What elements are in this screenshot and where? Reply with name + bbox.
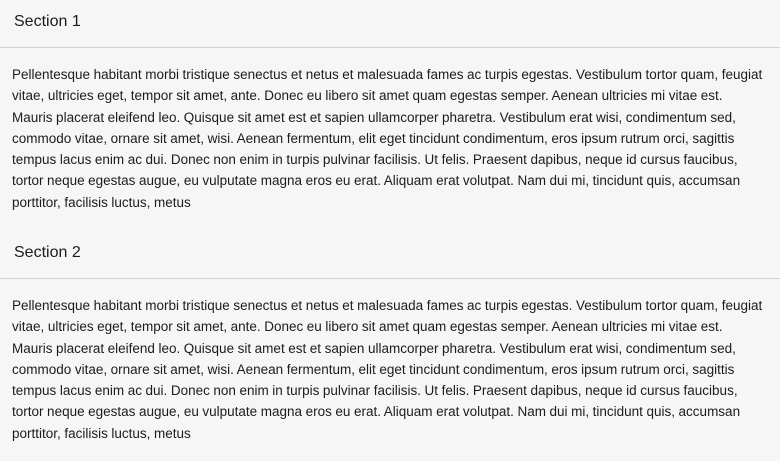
- section-2-content: [0, 279, 780, 461]
- section-2-header[interactable]: [0, 231, 780, 279]
- section-2-title: Section 2: [14, 244, 81, 261]
- accordion-section-2: [0, 231, 780, 461]
- section-1-title: Section 1: [14, 13, 81, 30]
- section-1-header[interactable]: [0, 0, 780, 48]
- section-2-text: Pellentesque habitant morbi tristique senectus et netus et malesuada fames ac turpis egestas. Vestibulum tortor quam, feugiat vitae, ultricies eget, tempor sit amet, ante. Donec eu libero sit amet quam egestas semper. Aenean ultricies mi vitae est. Mauris placerat eleifend leo. Quisque sit amet est et sapien ullamcorper pharetra. Vestibulum erat wisi, condimentum sed, commodo vitae, ornare sit amet, wisi. Aenean fermentum, elit eget tincidunt condimentum, eros ipsum rutrum orci, sagittis tempus lacus enim ac dui. Donec non enim in turpis pulvinar facilisis. Ut felis. Praesent dapibus, neque id cursus faucibus, tortor neque egestas augue, eu vulputate magna eros eu erat. Aliquam erat volutpat. Nam dui mi, tincidunt quis, accumsan porttitor, facilisis luctus, metus: [12, 298, 763, 441]
- section-1-content: [0, 48, 780, 231]
- section-1-text: Pellentesque habitant morbi tristique senectus et netus et malesuada fames ac turpis egestas. Vestibulum tortor quam, feugiat vitae, ultricies eget, tempor sit amet, ante. Donec eu libero sit amet quam egestas semper. Aenean ultricies mi vitae est. Mauris placerat eleifend leo. Quisque sit amet est et sapien ullamcorper pharetra. Vestibulum erat wisi, condimentum sed, commodo vitae, ornare sit amet, wisi. Aenean fermentum, elit eget tincidunt condimentum, eros ipsum rutrum orci, sagittis tempus lacus enim ac dui. Donec non enim in turpis pulvinar facilisis. Ut felis. Praesent dapibus, neque id cursus faucibus, tortor neque egestas augue, eu vulputate magna eros eu erat. Aliquam erat volutpat. Nam dui mi, tincidunt quis, accumsan porttitor, facilisis luctus, metus: [12, 67, 763, 210]
